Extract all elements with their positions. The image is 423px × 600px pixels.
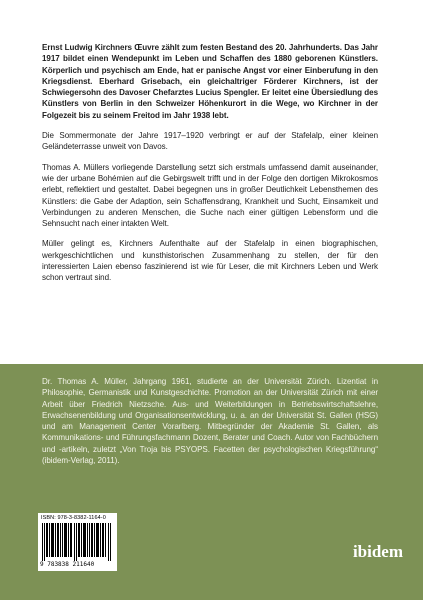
isbn-label: ISBN: 978-3-8382-1164-0 [41, 515, 106, 521]
author-bio-text: Dr. Thomas A. Müller, Jahrgang 1961, studierte an der Universität Zürich. Lizentiat in Philosophie, Germanistik und Kunstgeschichte. Promotion an der Universität Zürich mit einer Arbeit über Friedrich Nietzsche. Aus- und Weiterbildungen in Betriebswirtschaftslehre, Erwachsenenbildung und Organisationsentwicklung, u. a. an der Universität St. Gallen (HSG) und am Management Center Vorarlberg. Mitbegründer der Akademie St. Gallen, als Kommunikations- und Führungsfachmann Dozent, Berater und Coach. Autor von Fachbüchern und -artikeln, zuletzt „Von Troja bis PSYOPS. Facetten der psychologischen Kriegsführung“ (ibidem-Verlag, 2011). [42, 377, 378, 466]
publisher-logo: ibidem [352, 542, 403, 561]
author-bio [42, 376, 378, 466]
blurb-paragraph-4: Müller gelingt es, Kirchners Aufenthalte auf der Stafelalp in einen biographischen, werkgeschichtlichen und kunsthistorischen Zusammenhang zu stellen, der für den interessierten Laien ebenso faszinierend ist wie für Leser, die mit Kirchners Leben und Werk schon vertraut sind. [42, 239, 378, 283]
blurb-paragraph-2: Die Sommermonate der Jahre 1917–1920 verbringt er auf der Stafelalp, einer kleinen Geländeterrasse unweit von Davos. [42, 131, 378, 152]
barcode-bars-icon [42, 523, 113, 561]
blurb-paragraph-3: Thomas A. Müllers vorliegende Darstellung setzt sich erstmals umfassend damit auseinander, wie der urbane Bohémien auf die Gebirgswelt trifft und in der Folge den dortigen Mikrokosmos erlebt, reflektiert und gestaltet. Dabei begegnen uns in großer Deutlichkeit Lebensthemen des Künstlers: die Gabe der Adaption, sein Schaffensdrang, Krankheit und Sucht, Einsamkeit und Verbindungen zu anderen Menschen, die Suche nach einer gültigen Lebensform und die Sehnsucht nach einer intakten Welt. [42, 162, 378, 229]
blurb-text [42, 42, 378, 293]
barcode [38, 513, 117, 571]
barcode-number: 9 783838 211640 [40, 561, 95, 568]
blurb-paragraph-1: Ernst Ludwig Kirchners Œuvre zählt zum festen Bestand des 20. Jahrhunderts. Das Jahr 1917 bildet einen Wendepunkt im Leben und Schaffen des 1880 geborenen Künstlers. Körperlich und psychisch am Ende, hat er panische Angst vor einer Einberufung in den Kriegsdienst. Eberhard Grisebach, ein gleichaltriger Förderer Kirchners, ist der Schwiegersohn des Davoser Chefarztes Lucius Spengler. Er leitet eine Übersiedlung des Künstlers von Berlin in den Schweizer Höhenkurort in die Wege, wo Kirchner in der Folgezeit bis zu seinem Freitod im Jahr 1938 lebt. [42, 43, 378, 120]
